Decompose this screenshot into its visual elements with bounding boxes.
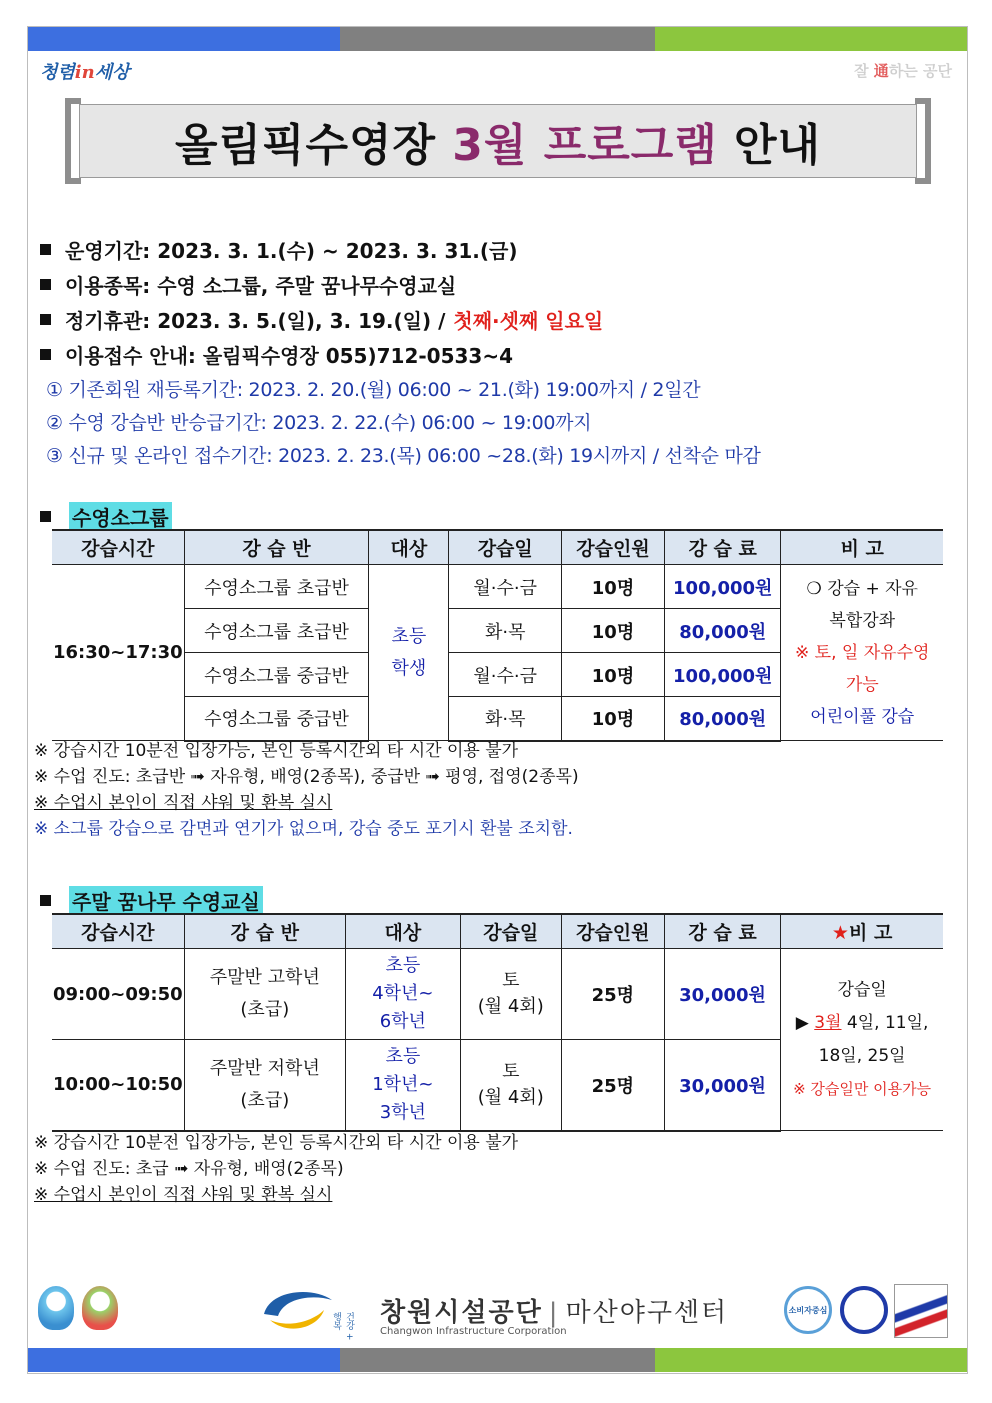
table-row: 16:30~17:30 수영소그룹 초급반 초등 학생 월·수·금 10명 100,000원 ❍ 강습 + 자유 복합강좌 ※ 토, 일 자유수영 가능 어린이풀 강습 <box>52 565 943 609</box>
table-row: 09:00~09:50 주말반 고학년 (초급) 초등 4학년~ 6학년 토 (월 4회) 25명 30,000원 강습일 ▶ 3월 4일, 11일, 18일, 25일 ※ 강습일만 이용가능 <box>52 949 943 1040</box>
page-title: 올림픽수영장 3월 프로그램 안내 <box>79 104 917 178</box>
small-group-table: 강습시간 강 습 반 대상 강습일 강습인원 강 습 료 비 고 16:30~17:30 수영소그룹 초급반 초등 학생 월·수·금 10명 100,000원 ❍ 강습 + 자유 복합강좌 ※ 토, 일 자유수영 가능 어린이풀 강습 수영소그룹 초급반 화·목 10명 80,000원 수영소그룹 중급반 월·수·금 10명 100,000원 수영소그룹 중급반 화·목 10명 80,000원 <box>52 529 943 742</box>
section2-heading: 주말 꿈나무 수영교실 <box>40 886 263 915</box>
top-color-bar <box>28 27 967 51</box>
table-row: 수영소그룹 중급반 월·수·금 10명 100,000원 <box>52 653 943 697</box>
mascot-boy-icon <box>38 1286 74 1330</box>
table-row: 수영소그룹 중급반 화·목 10명 80,000원 <box>52 697 943 741</box>
corp-name: 창원시설공단 | 마산야구센터 <box>380 1298 729 1328</box>
corp-slogan-logo: 잘 通하는 공단 <box>854 62 952 80</box>
remark-cell: ❍ 강습 + 자유 복합강좌 ※ 토, 일 자유수영 가능 어린이풀 강습 <box>781 565 943 741</box>
section1-heading: 수영소그룹 <box>40 502 172 531</box>
corp-logo-icon <box>260 1284 336 1340</box>
info-block <box>40 232 940 471</box>
weekend-class-table: 강습시간 강 습 반 대상 강습일 강습인원 강 습 료 ★비 고 09:00~09:50 주말반 고학년 (초급) 초등 4학년~ 6학년 토 (월 4회) 25명 30,000원 강습일 ▶ 3월 4일, 11일, 18일, 25일 ※ 강습일만 이용가능 10:00~10:50 주말반 저학년 (초급) 초등 1학년~ 3학년 토 (월 4회) 25명 30,000원 <box>52 913 943 1132</box>
info-step-3: ③ 신규 및 온라인 접수기간: 2023. 2. 23.(목) 06:00 ~28.(화) 19시까지 / 선착순 마감 <box>46 445 761 467</box>
corp-name-en: Changwon Infrastructure Corporation <box>380 1326 567 1337</box>
info-period: 운영기간: 2023. 3. 1.(수) ~ 2023. 3. 31.(금) <box>40 232 940 267</box>
human-rights-badge-icon <box>840 1286 888 1334</box>
info-step-1: ① 기존회원 재등록기간: 2023. 2. 20.(월) 06:00 ~ 21.(화) 19:00까지 / 2일간 <box>46 379 701 401</box>
section1-notes: ※ 강습시간 10분전 입장가능, 본인 등록시간외 타 시간 이용 불가 ※ 수업 진도: 초급반 ➟ 자유형, 배영(2종목), 중급반 ➟ 평영, 접영(2종목) ※ 수업시 본인이 직접 샤워 및 환복 실시 ※ 소그룹 강습으로 감면과 연기가 없으며, 강습 중도 포기시 환불 조치함. <box>34 741 579 839</box>
certification-mark-icon <box>894 1284 948 1338</box>
info-contact: 이용접수 안내: 올림픽수영장 055)712-0533~4 <box>40 337 940 372</box>
remark-cell: 강습일 ▶ 3월 4일, 11일, 18일, 25일 ※ 강습일만 이용가능 <box>781 949 943 1131</box>
info-closed: 정기휴관: 2023. 3. 5.(일), 3. 19.(일) / 첫째·셋째 일요일 <box>40 302 940 337</box>
integrity-logo: 청렴in세상 <box>40 62 130 83</box>
corp-slogan: 건강 + 행복 <box>331 1312 354 1341</box>
mascot-girl-icon <box>82 1286 118 1330</box>
consumer-badge-icon: 소비자중심 <box>784 1286 832 1334</box>
page-title-box <box>65 98 931 184</box>
target-cell: 초등 학생 <box>369 565 449 741</box>
table-row: 10:00~10:50 주말반 저학년 (초급) 초등 1학년~ 3학년 토 (월 4회) 25명 30,000원 <box>52 1040 943 1131</box>
bottom-color-bar <box>28 1348 967 1372</box>
info-step-2: ② 수영 강습반 반승급기간: 2023. 2. 22.(수) 06:00 ~ 19:00까지 <box>46 412 592 434</box>
footer <box>28 1278 967 1346</box>
info-items: 이용종목: 수영 소그룹, 주말 꿈나무수영교실 <box>40 267 940 302</box>
section2-notes: ※ 강습시간 10분전 입장가능, 본인 등록시간외 타 시간 이용 불가 ※ 수업 진도: 초급 ➟ 자유형, 배영(2종목) ※ 수업시 본인이 직접 샤워 및 환복 실시 <box>34 1133 519 1205</box>
table-row: 수영소그룹 초급반 화·목 10명 80,000원 <box>52 609 943 653</box>
